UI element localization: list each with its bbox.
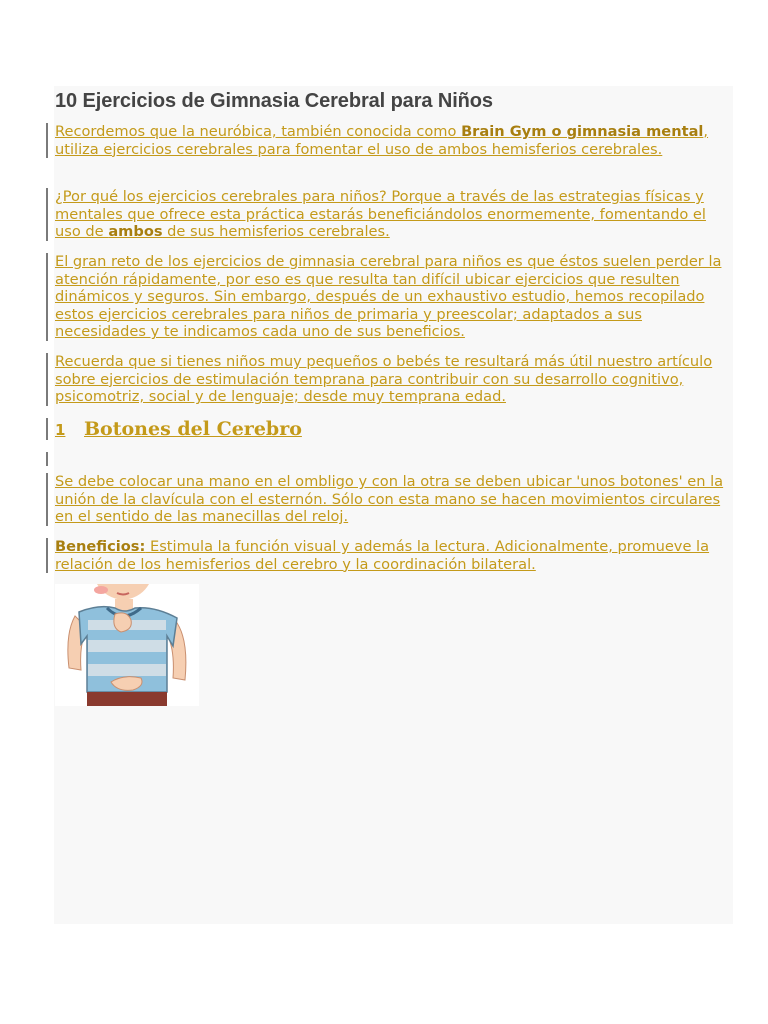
challenge-paragraph-link[interactable]: El gran reto de los ejercicios de gimnasia cerebral para niños es que éstos suelen perder la atención rápidamente, por eso es que resulta tan difícil ubicar ejercicios que resulten dinámicos y seguros. Sin embargo, después de un exhaustivo estudio, hemos recopilado estos ejercicios cerebrales para niños de primaria y preescolar; adaptados a sus necesidades y te indicamos cada uno de sus beneficios. <box>46 253 736 341</box>
child-illustration <box>55 584 199 706</box>
exercise-title-link[interactable]: Botones del Cerebro <box>84 418 302 440</box>
why-text-start: ¿Por qué los ejercicios cerebrales para niños? Porque a través de las estrategias físicas y mentales que ofrece esta práctica estarás beneficiándolos enormemente, fomentando el uso de <box>55 188 706 241</box>
why-paragraph-link[interactable] <box>46 188 736 241</box>
page-title: 10 Ejercicios de Gimnasia Cerebral para Niños <box>55 90 493 112</box>
exercise-benefits-link[interactable] <box>46 538 736 573</box>
intro-text-start: Recordemos que la neuróbica, también conocida como <box>55 123 462 140</box>
exercise-number-link[interactable]: 1 <box>55 421 66 439</box>
why-text-end: de sus hemisferios cerebrales. <box>162 223 390 241</box>
intro-paragraph-link[interactable] <box>46 123 736 158</box>
exercise-heading <box>46 418 302 440</box>
empty-quote-line <box>46 452 48 466</box>
intro-bold-term: Brain Gym o gimnasia mental <box>461 123 704 140</box>
benefits-text: Estimula la función visual y además la lectura. Adicionalmente, promueve la relación de los hemisferios del cerebro y la coordinación bilateral. <box>55 538 710 573</box>
why-bold-term: ambos <box>108 223 163 241</box>
exercise-instruction-link[interactable]: Se debe colocar una mano en el ombligo y con la otra se deben ubicar 'unos botones' en la unión de la clavícula con el esternón. Sólo con esta mano se hacen movimientos circulares en el sentido de las manecillas del reloj. <box>46 473 736 526</box>
reminder-paragraph-link[interactable]: Recuerda que si tienes niños muy pequeños o bebés te resultará más útil nuestro artículo sobre ejercicios de estimulación temprana para contribuir con su desarrollo cognitivo, psicomotriz, social y de lenguaje; desde muy temprana edad. <box>46 353 736 406</box>
intro-text-end: , utiliza ejercicios cerebrales para fomentar el uso de ambos hemisferios cerebrales. <box>55 123 709 158</box>
benefits-label: Beneficios: <box>55 538 146 555</box>
